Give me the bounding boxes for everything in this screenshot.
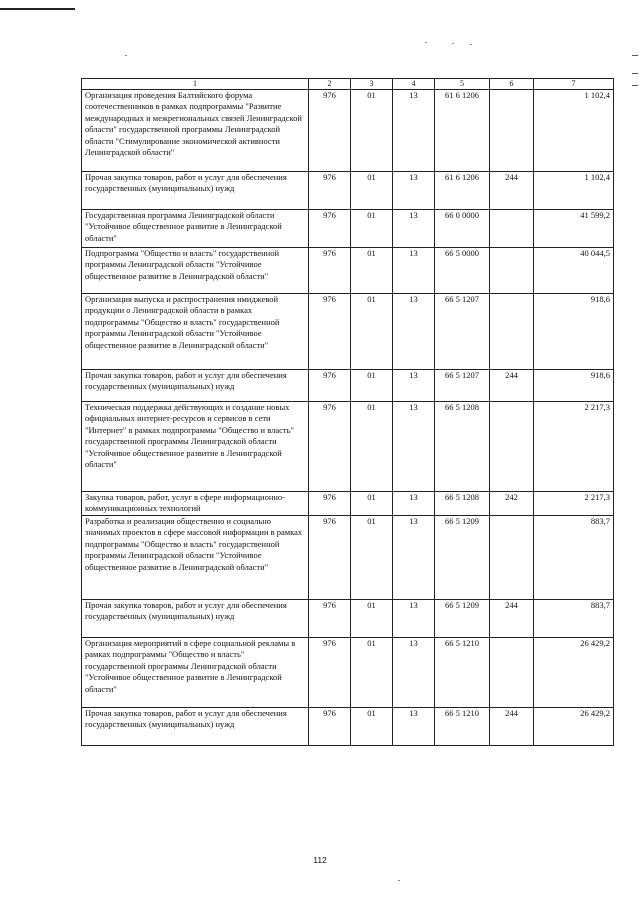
row-name: Закупка товаров, работ, услуг в сфере информационно-коммуникационных технологий (82, 492, 309, 516)
section-code: 01 (351, 492, 393, 516)
expense-kind: 244 (490, 600, 534, 638)
ministry-code: 976 (309, 600, 351, 638)
row-name: Прочая закупка товаров, работ и услуг для обеспечения государственных (муниципальных) нужд (82, 600, 309, 638)
target-code: 66 5 1208 (435, 492, 490, 516)
expense-kind: 244 (490, 370, 534, 402)
column-header: 1 (82, 79, 309, 90)
ministry-code: 976 (309, 294, 351, 370)
target-code: 66 5 1209 (435, 516, 490, 600)
section-code: 01 (351, 294, 393, 370)
expense-kind (490, 402, 534, 492)
ministry-code: 976 (309, 370, 351, 402)
table-row (82, 370, 614, 402)
row-name: Подпрограмма "Общество и власть" государственной программы Ленинградской области "Устойчивое общественное развитие в Ленинградской области" (82, 248, 309, 294)
row-name: Организация выпуска и распространения имиджевой продукции о Ленинградской области в рамках подпрограммы "Общество и власть" государственной программы Ленинградской области "Устойчивое общественное развитие в Ленинградской области" (82, 294, 309, 370)
ministry-code: 976 (309, 516, 351, 600)
column-header: 5 (435, 79, 490, 90)
section-code: 01 (351, 708, 393, 746)
margin-mark (632, 55, 638, 56)
amount: 918,6 (534, 370, 614, 402)
target-code: 66 5 1207 (435, 294, 490, 370)
subsection-code: 13 (393, 492, 435, 516)
expense-kind (490, 248, 534, 294)
expense-kind (490, 516, 534, 600)
expense-kind (490, 210, 534, 248)
amount: 883,7 (534, 600, 614, 638)
amount: 1 102,4 (534, 172, 614, 210)
target-code: 61 6 1206 (435, 90, 490, 172)
top-edge-rule (0, 8, 75, 10)
subsection-code: 13 (393, 90, 435, 172)
subsection-code: 13 (393, 172, 435, 210)
target-code: 66 5 1210 (435, 708, 490, 746)
table-row (82, 402, 614, 492)
header-row (82, 79, 614, 90)
row-name: Разработка и реализация общественно и социально значимых проектов в сфере массовой информации в рамках подпрограммы "Общество и власть" государственной программы Ленинградской области "Устойчивое общественное развитие в Ленинградской области" (82, 516, 309, 600)
scan-speck (470, 44, 472, 45)
table-row (82, 248, 614, 294)
amount: 26 429,2 (534, 638, 614, 708)
section-code: 01 (351, 172, 393, 210)
ministry-code: 976 (309, 638, 351, 708)
subsection-code: 13 (393, 370, 435, 402)
budget-table (81, 78, 614, 746)
target-code: 61 6 1206 (435, 172, 490, 210)
target-code: 66 5 1208 (435, 402, 490, 492)
row-name: Прочая закупка товаров, работ и услуг для обеспечения государственных (муниципальных) нужд (82, 172, 309, 210)
expense-kind: 244 (490, 708, 534, 746)
row-name: Государственная программа Ленинградской области "Устойчивое общественное развитие в Ленинградской области" (82, 210, 309, 248)
section-code: 01 (351, 402, 393, 492)
amount: 2 217,3 (534, 492, 614, 516)
table-row (82, 210, 614, 248)
amount: 26 429,2 (534, 708, 614, 746)
subsection-code: 13 (393, 210, 435, 248)
margin-mark (632, 85, 638, 86)
subsection-code: 13 (393, 402, 435, 492)
table-row (82, 708, 614, 746)
ministry-code: 976 (309, 90, 351, 172)
scan-speck (452, 43, 454, 44)
scan-speck (125, 55, 127, 56)
column-header: 4 (393, 79, 435, 90)
target-code: 66 5 0000 (435, 248, 490, 294)
table-row (82, 638, 614, 708)
ministry-code: 976 (309, 402, 351, 492)
expense-kind (490, 90, 534, 172)
column-header: 3 (351, 79, 393, 90)
subsection-code: 13 (393, 516, 435, 600)
section-code: 01 (351, 638, 393, 708)
subsection-code: 13 (393, 708, 435, 746)
margin-mark (632, 73, 638, 74)
amount: 2 217,3 (534, 402, 614, 492)
target-code: 66 0 0000 (435, 210, 490, 248)
amount: 40 044,5 (534, 248, 614, 294)
ministry-code: 976 (309, 210, 351, 248)
section-code: 01 (351, 210, 393, 248)
section-code: 01 (351, 90, 393, 172)
row-name: Прочая закупка товаров, работ и услуг для обеспечения государственных (муниципальных) нужд (82, 370, 309, 402)
table-row (82, 294, 614, 370)
table-row (82, 172, 614, 210)
section-code: 01 (351, 600, 393, 638)
column-header: 6 (490, 79, 534, 90)
target-code: 66 5 1207 (435, 370, 490, 402)
amount: 918,6 (534, 294, 614, 370)
column-header: 2 (309, 79, 351, 90)
subsection-code: 13 (393, 294, 435, 370)
amount: 41 599,2 (534, 210, 614, 248)
scan-speck (398, 880, 400, 881)
table-row (82, 90, 614, 172)
column-header: 7 (534, 79, 614, 90)
amount: 1 102,4 (534, 90, 614, 172)
row-name: Организация проведения Балтийского форума соотечественников в рамках подпрограммы "Развитие международных и межрегиональных связей Ленинградской области" государственной программы Ленинградской области "Стимулирование экономической активности Ленинградской области" (82, 90, 309, 172)
ministry-code: 976 (309, 172, 351, 210)
expense-kind: 242 (490, 492, 534, 516)
subsection-code: 13 (393, 248, 435, 294)
section-code: 01 (351, 248, 393, 294)
table-row (82, 516, 614, 600)
expense-kind: 244 (490, 172, 534, 210)
page-number: 112 (313, 855, 327, 865)
scan-speck (425, 42, 427, 43)
subsection-code: 13 (393, 600, 435, 638)
ministry-code: 976 (309, 248, 351, 294)
table-row (82, 600, 614, 638)
ministry-code: 976 (309, 708, 351, 746)
section-code: 01 (351, 516, 393, 600)
amount: 883,7 (534, 516, 614, 600)
row-name: Прочая закупка товаров, работ и услуг для обеспечения государственных (муниципальных) нужд (82, 708, 309, 746)
expense-kind (490, 638, 534, 708)
expense-kind (490, 294, 534, 370)
table-row (82, 492, 614, 516)
section-code: 01 (351, 370, 393, 402)
row-name: Организация мероприятий в сфере социальной рекламы в рамках подпрограммы "Общество и власть" государственной программы Ленинградской области "Устойчивое общественное развитие в Ленинградской области" (82, 638, 309, 708)
ministry-code: 976 (309, 492, 351, 516)
target-code: 66 5 1210 (435, 638, 490, 708)
target-code: 66 5 1209 (435, 600, 490, 638)
row-name: Техническая поддержка действующих и создание новых официальных интернет-ресурсов и сервисов в сети "Интернет" в рамках подпрограммы "Общество и власть" государственной программы Ленинградской области "Устойчивое общественное развитие в Ленинградской области" (82, 402, 309, 492)
subsection-code: 13 (393, 638, 435, 708)
